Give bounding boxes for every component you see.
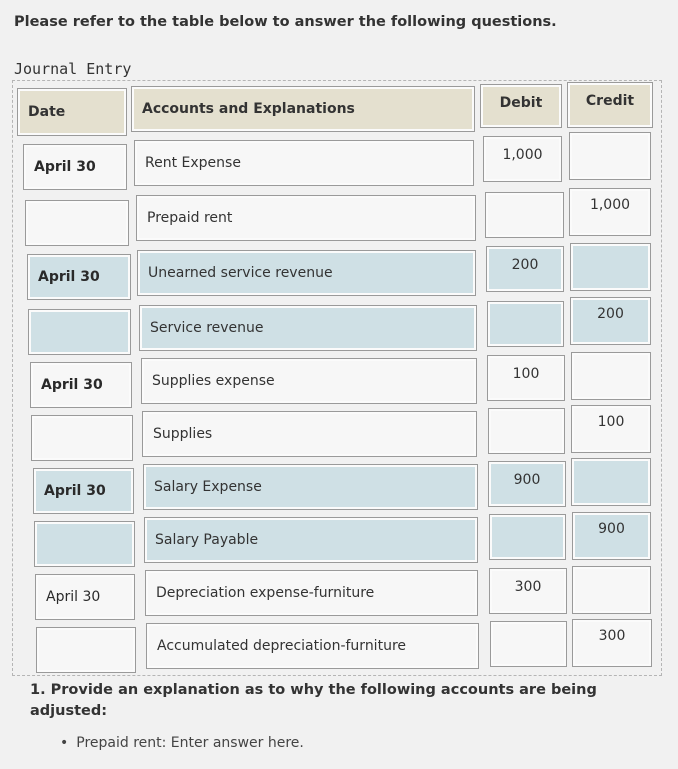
- credit-cell[interactable]: [571, 352, 651, 400]
- credit-cell[interactable]: [572, 566, 651, 614]
- account-cell[interactable]: Salary Expense: [143, 464, 478, 510]
- debit-cell[interactable]: [490, 621, 567, 667]
- header-date: Date: [17, 88, 127, 136]
- debit-cell[interactable]: [485, 192, 564, 238]
- account-cell[interactable]: Prepaid rent: [136, 195, 476, 241]
- journal-entry-title: Journal Entry: [14, 60, 132, 78]
- account-cell[interactable]: Supplies: [142, 411, 477, 457]
- credit-cell[interactable]: [571, 458, 651, 506]
- debit-cell[interactable]: 100: [487, 355, 565, 401]
- account-cell[interactable]: Unearned service revenue: [137, 250, 476, 296]
- credit-cell[interactable]: [570, 243, 651, 291]
- debit-cell[interactable]: 900: [488, 461, 566, 507]
- answer-prompt-item[interactable]: [60, 735, 304, 751]
- account-cell[interactable]: Accumulated depreciation-furniture: [146, 623, 479, 669]
- instructions-text: Please refer to the table below to answer the following questions.: [14, 14, 557, 30]
- account-cell[interactable]: Salary Payable: [144, 517, 478, 563]
- date-cell[interactable]: April 30: [23, 144, 127, 190]
- debit-cell[interactable]: 200: [486, 246, 564, 292]
- debit-cell[interactable]: 1,000: [483, 136, 562, 182]
- credit-cell[interactable]: 100: [571, 405, 651, 453]
- question-text: 1. Provide an explanation as to why the following accounts are being adjusted:: [30, 682, 597, 719]
- date-cell[interactable]: [34, 521, 135, 567]
- date-cell[interactable]: [28, 309, 131, 355]
- credit-cell[interactable]: 300: [572, 619, 652, 667]
- debit-cell[interactable]: [487, 301, 564, 347]
- credit-cell[interactable]: 1,000: [569, 188, 651, 236]
- account-cell[interactable]: Rent Expense: [134, 140, 474, 186]
- date-cell[interactable]: April 30: [30, 362, 132, 408]
- header-debit: Debit: [480, 84, 562, 128]
- answer-prompt-text[interactable]: Prepaid rent: Enter answer here.: [76, 735, 304, 751]
- date-cell[interactable]: [36, 627, 136, 673]
- date-cell[interactable]: [31, 415, 133, 461]
- date-cell[interactable]: [25, 200, 129, 246]
- debit-cell[interactable]: [489, 514, 566, 560]
- account-cell[interactable]: Supplies expense: [141, 358, 477, 404]
- bullet-icon: •: [60, 735, 69, 751]
- date-cell[interactable]: April 30: [27, 254, 131, 300]
- date-cell[interactable]: April 30: [35, 574, 135, 620]
- header-accounts: Accounts and Explanations: [131, 86, 475, 132]
- credit-cell[interactable]: 200: [570, 297, 651, 345]
- debit-cell[interactable]: [488, 408, 565, 454]
- account-cell[interactable]: Depreciation expense-furniture: [145, 570, 478, 616]
- debit-cell[interactable]: 300: [489, 568, 567, 614]
- credit-cell[interactable]: [569, 132, 651, 180]
- header-credit: Credit: [567, 82, 653, 128]
- account-cell[interactable]: Service revenue: [139, 305, 477, 351]
- date-cell[interactable]: April 30: [33, 468, 134, 514]
- credit-cell[interactable]: 900: [572, 512, 651, 560]
